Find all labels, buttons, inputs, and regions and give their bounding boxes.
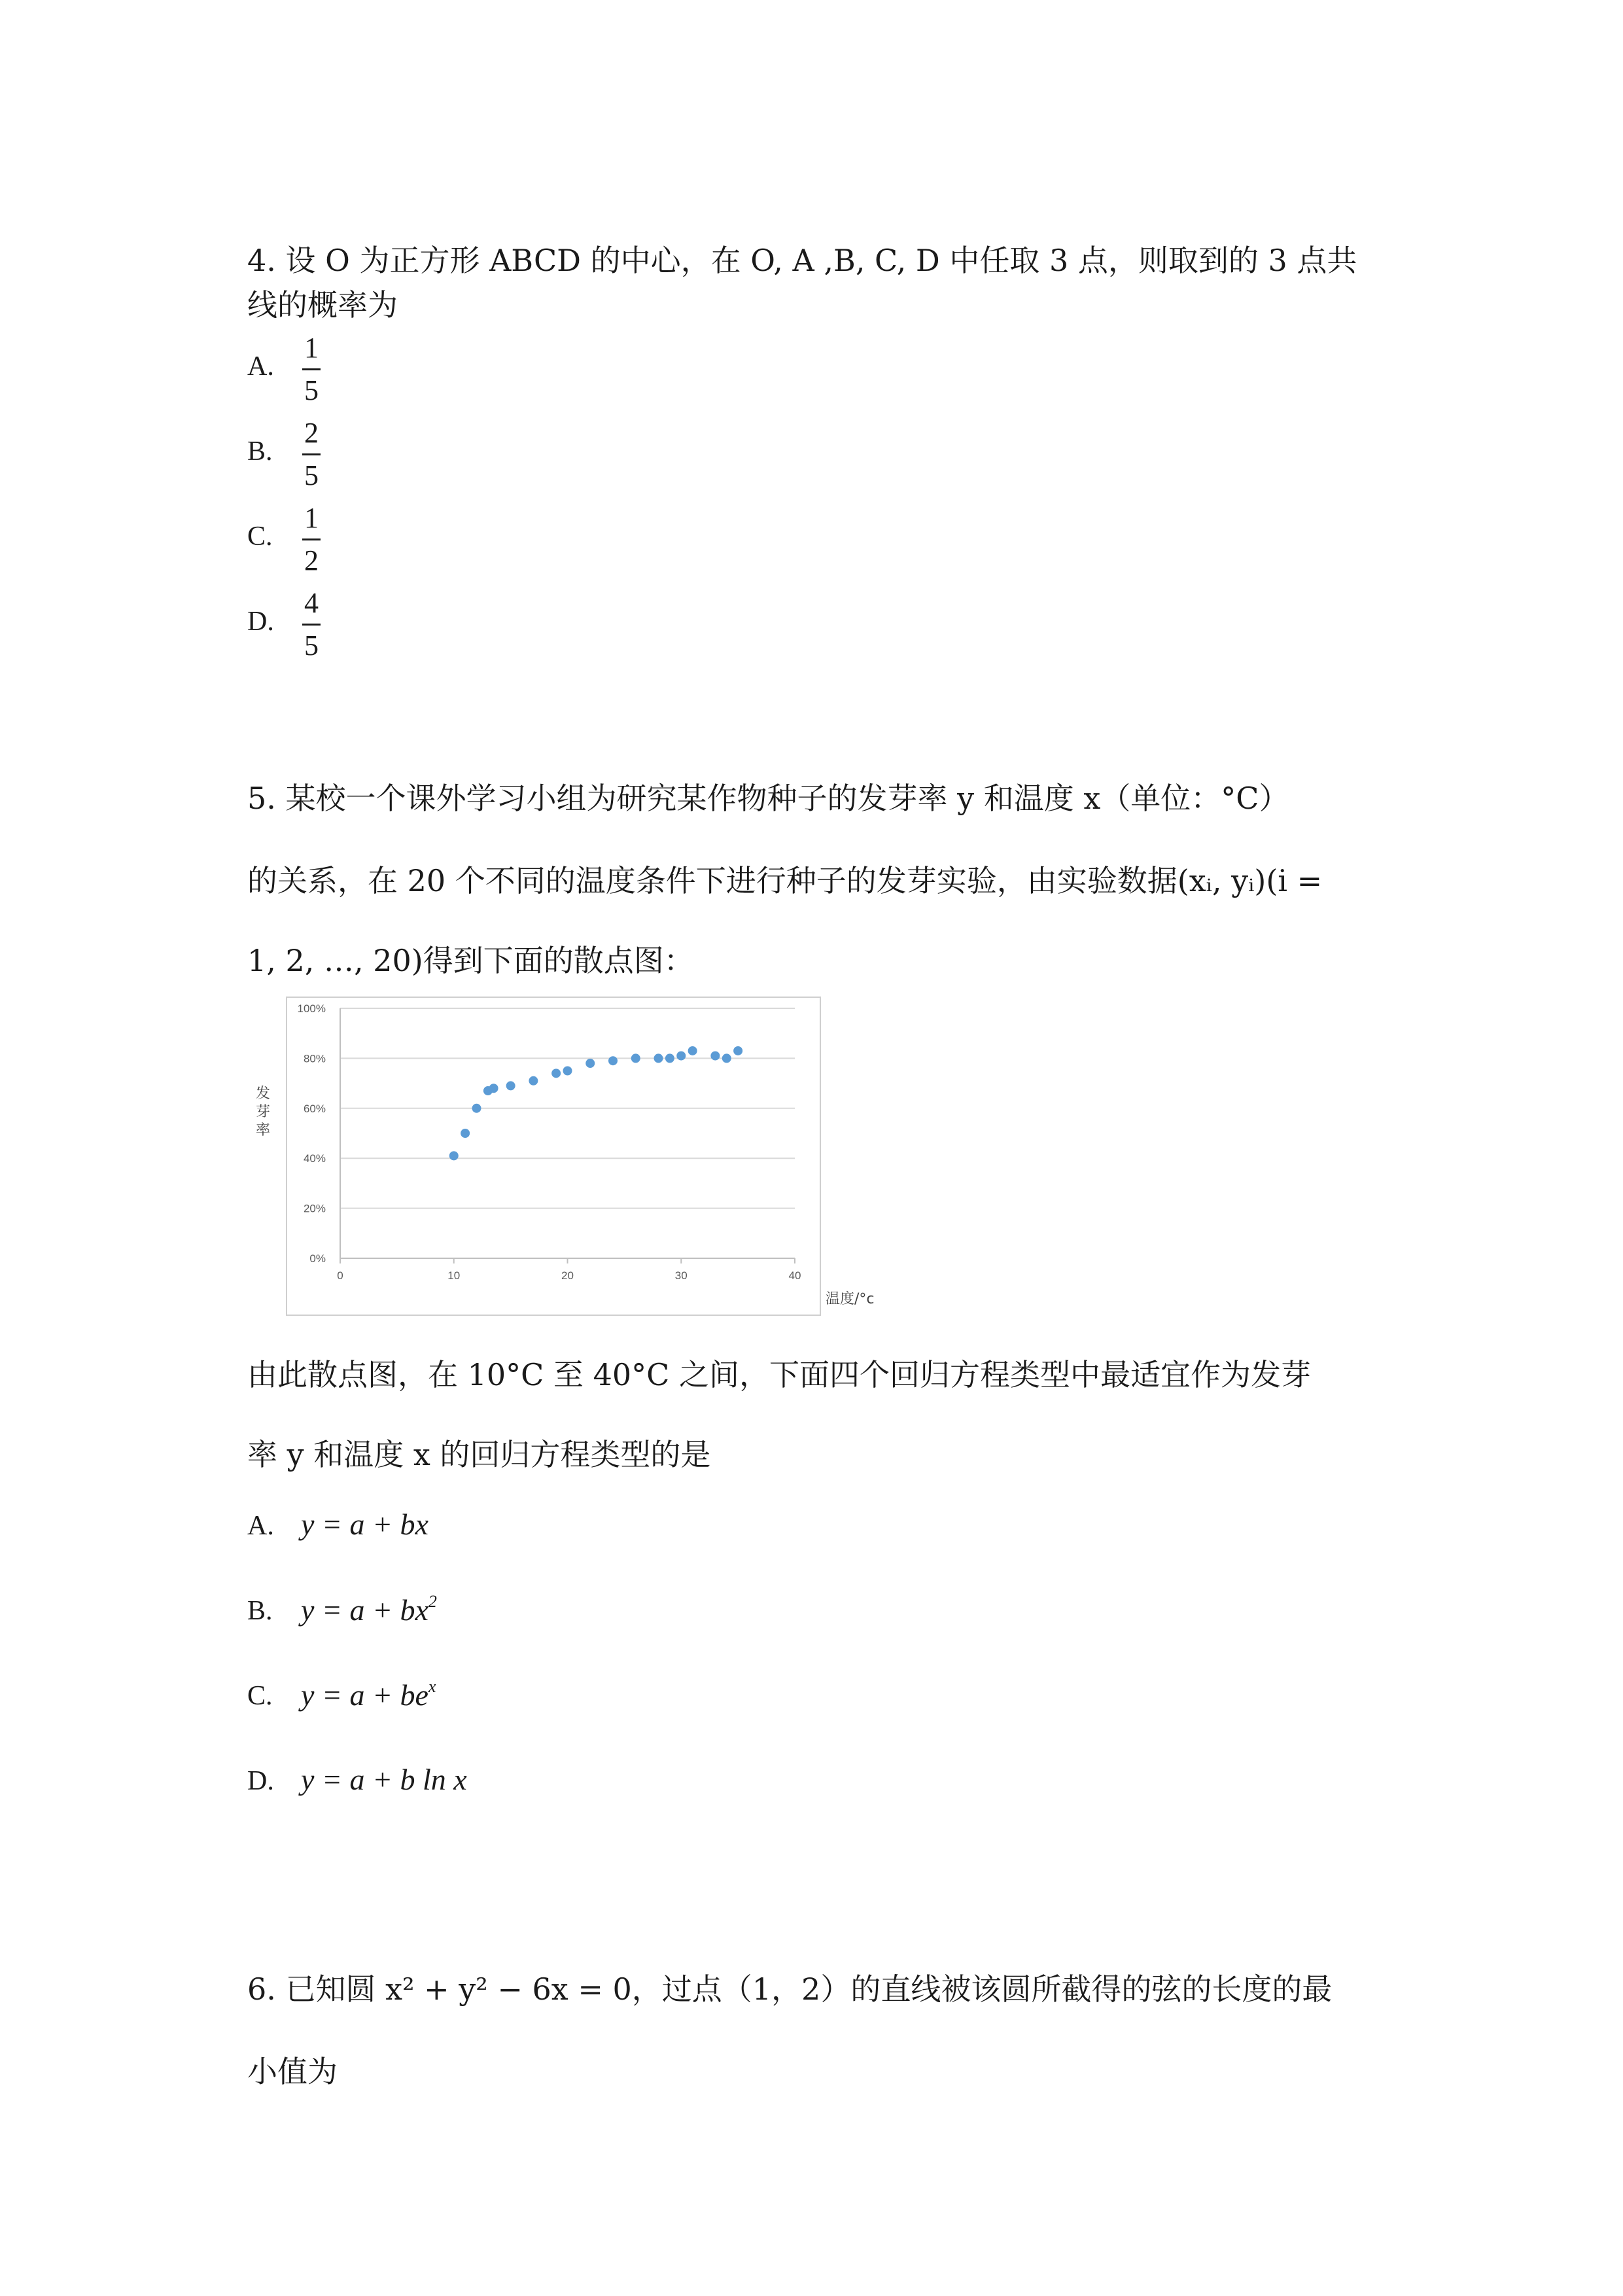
y-tick-label: 80%: [303, 1052, 326, 1065]
q5-option-b-letter: B.: [247, 1596, 273, 1626]
numerator: 2: [304, 417, 319, 449]
fraction-bar: [302, 539, 321, 540]
q6-text-line2: 小值为: [247, 2054, 338, 2089]
data-point: [472, 1104, 481, 1113]
data-point: [722, 1053, 731, 1063]
data-point: [676, 1051, 686, 1061]
data-point: [506, 1081, 515, 1090]
x-tick-label: 40: [788, 1269, 801, 1282]
q5-text-line4: 由此散点图，在 10°C 至 40°C 之间，下面四个回归方程类型中最适宜作为发芽: [247, 1357, 1311, 1392]
x-tick-label: 0: [337, 1269, 343, 1282]
y-tick-label: 100%: [297, 1002, 326, 1015]
y-tick-label: 60%: [303, 1102, 326, 1115]
formula-exponent: 2: [428, 1592, 437, 1611]
q5-option-c-letter: C.: [247, 1681, 273, 1711]
q5-option-a-letter: A.: [247, 1511, 274, 1541]
q5-option-d-formula: y = a + b ln x: [301, 1763, 467, 1796]
data-point: [461, 1129, 470, 1138]
q5-option-b-formula: [301, 1592, 437, 1627]
data-point: [563, 1067, 572, 1076]
formula-main: y = a + be: [301, 1678, 428, 1712]
numerator: 4: [304, 587, 319, 619]
q5-option-c-formula: [301, 1677, 436, 1712]
q5-text-line1: 5. 某校一个课外学习小组为研究某作物种子的发芽率 y 和温度 x（单位：°C）: [247, 781, 1289, 816]
x-tick-label: 10: [447, 1269, 461, 1282]
q5-text-line2: 的关系，在 20 个不同的温度条件下进行种子的发芽实验，由实验数据(xᵢ, yᵢ)(i =: [247, 863, 1323, 898]
q4-option-c-letter: C.: [247, 521, 273, 552]
q5-option-a-formula: y = a + bx: [301, 1508, 428, 1541]
y-axis-title: 发芽率: [255, 1086, 270, 1139]
q4-option-a-fraction: [302, 329, 321, 410]
y-tick-label: 40%: [303, 1152, 326, 1165]
formula-main: y = a + bx: [301, 1593, 428, 1627]
q4-option-a-letter: A.: [247, 351, 274, 381]
q4-option-b-letter: B.: [247, 436, 273, 467]
q4-option-b-fraction: [302, 414, 321, 495]
q4-text-line1: 4. 设 O 为正方形 ABCD 的中心，在 O, A ,B, C, D 中任取 3 点，则取到的 3 点共: [247, 243, 1357, 278]
y-tick-label: 20%: [303, 1202, 326, 1215]
denominator: 5: [304, 629, 319, 662]
fraction-bar: [302, 368, 321, 370]
data-point: [585, 1059, 595, 1068]
data-point: [449, 1151, 459, 1160]
data-point: [489, 1084, 498, 1093]
data-point: [710, 1051, 720, 1061]
x-tick-label: 30: [674, 1269, 688, 1282]
numerator: 1: [304, 332, 319, 364]
data-point: [733, 1046, 742, 1055]
fraction-bar: [302, 453, 321, 455]
y-tick-label: 0%: [309, 1252, 326, 1265]
data-point: [654, 1053, 663, 1063]
x-axis-title: 温度/°c: [826, 1291, 875, 1307]
numerator: 1: [304, 502, 319, 534]
data-point: [529, 1076, 538, 1086]
q4-option-d-fraction: [302, 584, 321, 665]
data-point: [631, 1053, 640, 1063]
data-point: [608, 1056, 618, 1065]
data-point: [688, 1046, 697, 1055]
scatter-chart: [286, 997, 821, 1316]
denominator: 5: [304, 374, 319, 406]
denominator: 5: [304, 459, 319, 491]
q5-text-line5: 率 y 和温度 x 的回归方程类型的是: [247, 1437, 711, 1472]
scatter-chart-svg: [287, 998, 822, 1317]
data-point: [665, 1053, 674, 1063]
q4-option-d-letter: D.: [247, 607, 274, 637]
q5-option-d-letter: D.: [247, 1766, 274, 1796]
q4-option-c-fraction: [302, 499, 321, 580]
denominator: 2: [304, 544, 319, 576]
q6-text-line1: 6. 已知圆 x² + y² − 6x = 0，过点（1，2）的直线被该圆所截得的弦的长度的最: [247, 1971, 1333, 2007]
formula-exponent: x: [428, 1677, 436, 1696]
fraction-bar: [302, 624, 321, 626]
data-point: [551, 1069, 561, 1078]
q4-text-line2: 线的概率为: [247, 287, 398, 323]
q5-text-line3: 1, 2, …, 20)得到下面的散点图：: [247, 943, 694, 978]
x-tick-label: 20: [561, 1269, 574, 1282]
